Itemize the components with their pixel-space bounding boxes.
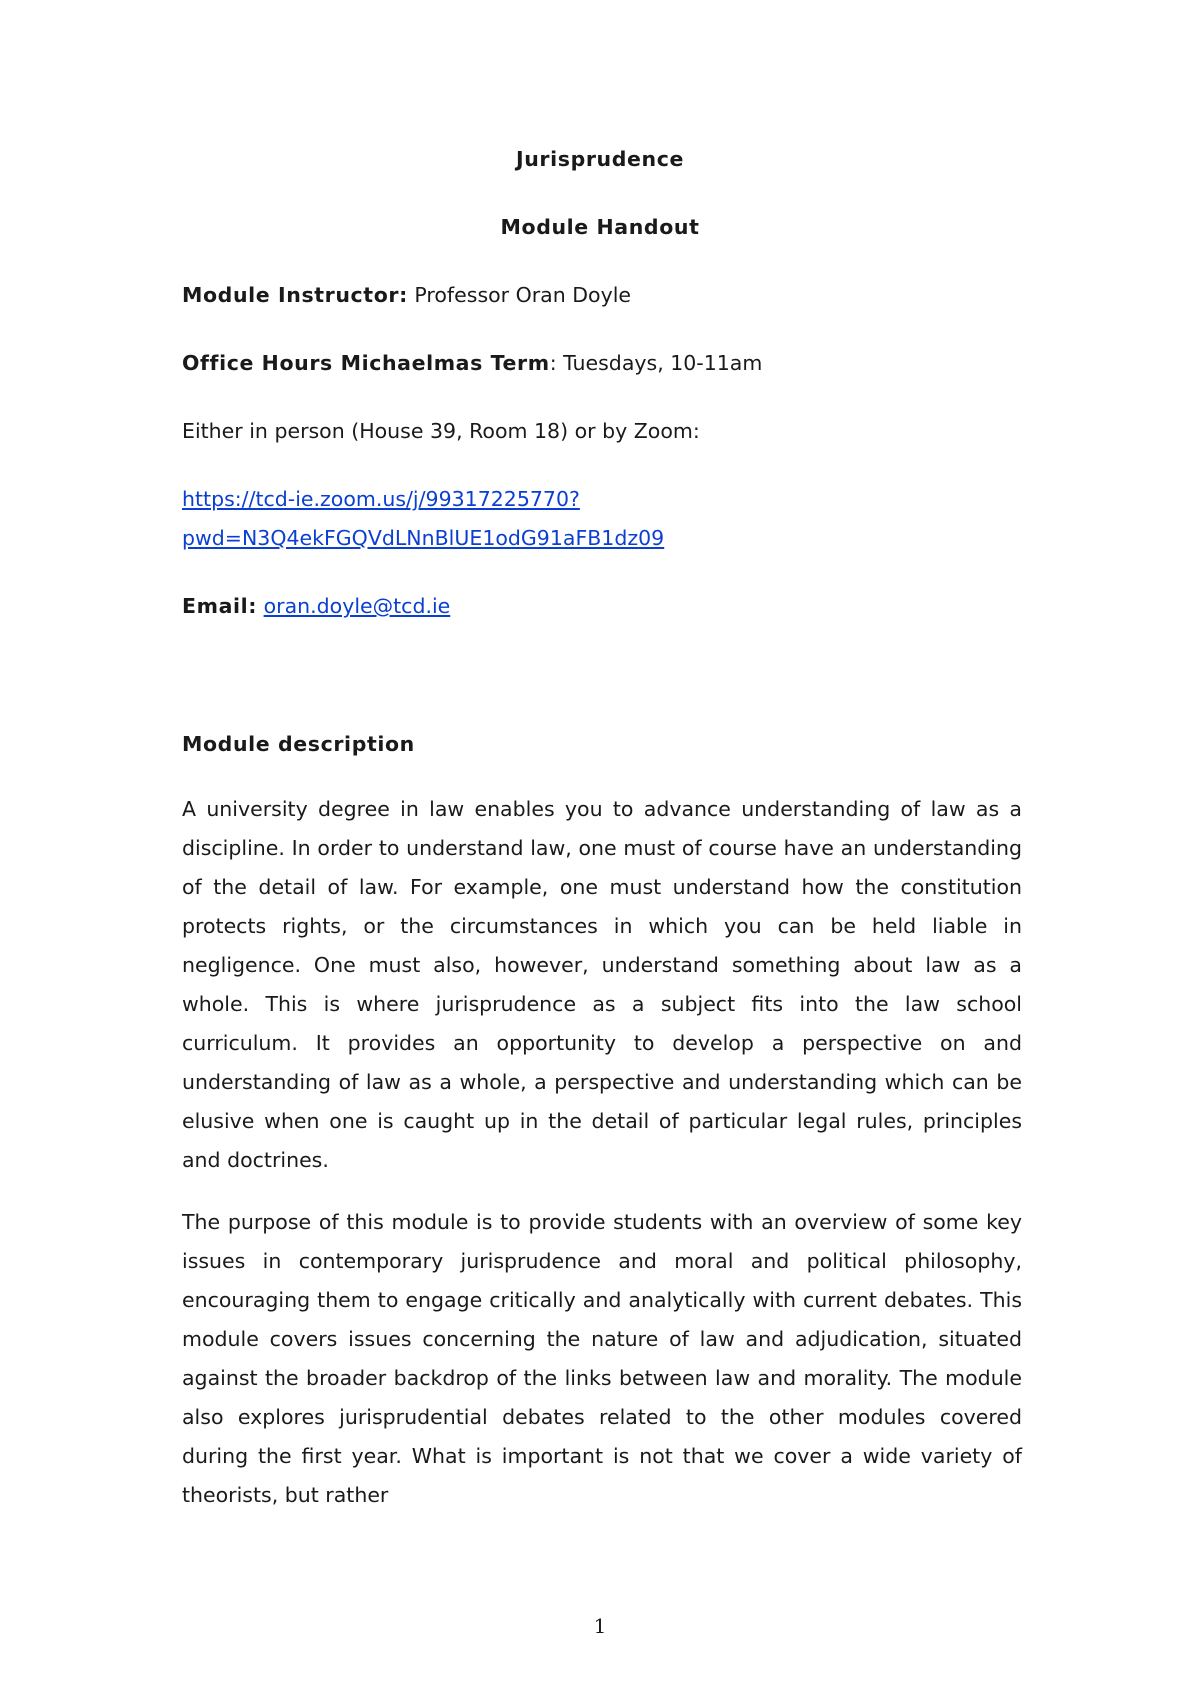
zoom-link[interactable]: https://tcd-ie.zoom.us/j/99317225770?: [182, 487, 580, 511]
zoom-link-line-1: [182, 487, 1022, 511]
email-line: [182, 594, 1022, 618]
paragraph-1-text: A university degree in law enables you to advance understanding of law as a discipline. In order to understand law, one must of course have an understanding of the detail of law. For example, one must understand how the constitution protects rights, or the circumstances in which you can be held liable in negligence. One must also, however, understand something about law as a whole. This is where jurisprudence as a subject fits into the law school curriculum. It provides an opportunity to develop a perspective on and understanding of law as a whole, a perspective and understanding which can be elusive when one is caught up in the detail of particular legal rules, principles and doctrines.: [182, 797, 1022, 1172]
office-hours-value: : Tuesdays, 10-11am: [549, 351, 763, 375]
paragraph-2-text: The purpose of this module is to provide students with an overview of some key issues in contemporary jurisprudence and moral and political philosophy, encouraging them to engage critically and analytically with current debates. This module covers issues concerning the nature of law and adjudication, situated against the broader backdrop of the links between law and morality. The module also explores jurisprudential debates related to the other modules covered during the first year. What is important is not that we cover a wide variety of theorists, but rather: [182, 1210, 1022, 1507]
office-hours-label: Office Hours Michaelmas Term: [182, 351, 550, 375]
document-title: Jurisprudence: [516, 147, 684, 171]
document-subtitle: Module Handout: [500, 215, 700, 239]
zoom-link-line-2: [182, 526, 1022, 550]
description-paragraph-2: [182, 1203, 1022, 1515]
email-link[interactable]: oran.doyle@tcd.ie: [263, 594, 451, 618]
page-number: 1: [593, 1614, 607, 1638]
instructor-label: Module Instructor:: [182, 283, 408, 307]
instructor-line: [182, 283, 1022, 307]
email-label: Email:: [182, 594, 258, 618]
zoom-link-continued[interactable]: pwd=N3Q4ekFGQVdLNnBlUE1odG91aFB1dz09: [182, 526, 665, 550]
section-heading: Module description: [182, 732, 415, 756]
office-hours-line: [182, 351, 1022, 375]
description-paragraph-1: [182, 790, 1022, 1180]
instructor-value: Professor Oran Doyle: [407, 283, 632, 307]
location-text: Either in person (House 39, Room 18) or by Zoom:: [182, 419, 700, 443]
